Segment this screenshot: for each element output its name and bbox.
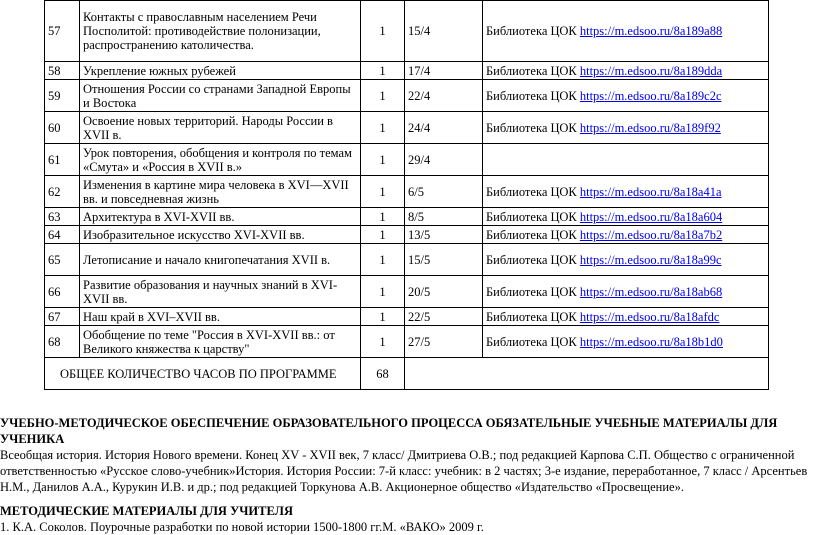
row-date: 22/4 xyxy=(405,80,483,112)
row-number: 61 xyxy=(45,144,80,176)
total-label: ОБЩЕЕ КОЛИЧЕСТВО ЧАСОВ ПО ПРОГРАММЕ xyxy=(45,358,361,390)
total-empty-cell xyxy=(405,358,769,390)
library-label: Библиотека ЦОК xyxy=(486,24,577,38)
table-row xyxy=(45,62,769,80)
row-resource xyxy=(483,62,769,80)
row-resource xyxy=(483,208,769,226)
row-resource xyxy=(483,112,769,144)
row-topic: Летописание и начало книгопечатания XVII в. xyxy=(80,244,361,276)
resource-link[interactable]: https://m.edsoo.ru/8a189c2c xyxy=(579,88,722,103)
row-topic: Освоение новых территорий. Народы России в XVII в. xyxy=(80,112,361,144)
table-row xyxy=(45,208,769,226)
row-hours: 1 xyxy=(361,244,405,276)
resource-link[interactable]: https://m.edsoo.ru/8a189a88 xyxy=(579,24,723,38)
teacher-materials-section xyxy=(0,503,812,535)
table-row xyxy=(45,308,769,326)
row-hours: 1 xyxy=(361,80,405,112)
row-topic: Развитие образования и научных знаний в XVI-XVII вв. xyxy=(80,276,361,308)
row-number: 66 xyxy=(45,276,80,308)
row-topic: Урок повторения, обобщения и контроля по темам «Смута» и «Россия в XVII в.» xyxy=(80,144,361,176)
table-row xyxy=(45,326,769,358)
table-row xyxy=(45,1,769,62)
row-number: 58 xyxy=(45,62,80,80)
row-resource xyxy=(483,80,769,112)
row-resource xyxy=(483,326,769,358)
row-number: 57 xyxy=(45,1,80,62)
table-row xyxy=(45,244,769,276)
resource-link[interactable]: https://m.edsoo.ru/8a18b1d0 xyxy=(579,334,723,349)
row-resource xyxy=(483,1,769,62)
row-topic: Наш край в XVI–XVII вв. xyxy=(80,308,361,326)
row-topic: Обобщение по теме "Россия в XVI-XVII вв.: от Великого княжества к царству" xyxy=(80,326,361,358)
library-label: Библиотека ЦОК xyxy=(486,88,577,103)
row-number: 68 xyxy=(45,326,80,358)
row-hours: 1 xyxy=(361,208,405,226)
library-label: Библиотека ЦОК xyxy=(486,334,577,349)
row-hours: 1 xyxy=(361,144,405,176)
library-label: Библиотека ЦОК xyxy=(486,309,577,324)
library-label: Библиотека ЦОК xyxy=(486,184,577,199)
table-row xyxy=(45,276,769,308)
row-resource xyxy=(483,176,769,208)
required-materials-section xyxy=(0,415,812,495)
row-number: 64 xyxy=(45,226,80,244)
row-topic: Архитектура в XVI-XVII вв. xyxy=(80,208,361,226)
row-hours: 1 xyxy=(361,308,405,326)
row-hours: 1 xyxy=(361,112,405,144)
table-row xyxy=(45,144,769,176)
row-hours: 1 xyxy=(361,62,405,80)
row-date: 22/5 xyxy=(405,308,483,326)
row-number: 63 xyxy=(45,208,80,226)
row-topic: Изобразительное искусство XVI-XVII вв. xyxy=(80,226,361,244)
row-topic: Контакты с православным населением Речи Посполитой: противодействие полонизации, распространению католичества. xyxy=(80,1,361,62)
row-resource xyxy=(483,144,769,176)
row-date: 29/4 xyxy=(405,144,483,176)
row-date: 15/5 xyxy=(405,244,483,276)
row-number: 62 xyxy=(45,176,80,208)
row-date: 27/5 xyxy=(405,326,483,358)
resource-link[interactable]: https://m.edsoo.ru/8a18a7b2 xyxy=(579,227,723,242)
resource-link[interactable]: https://m.edsoo.ru/8a18a604 xyxy=(579,209,723,224)
resource-link[interactable]: https://m.edsoo.ru/8a18ab68 xyxy=(579,284,723,299)
total-row xyxy=(45,358,769,390)
library-label: Библиотека ЦОК xyxy=(486,120,577,135)
table-row xyxy=(45,176,769,208)
table-row xyxy=(45,226,769,244)
library-label: Библиотека ЦОК xyxy=(486,284,577,299)
row-number: 67 xyxy=(45,308,80,326)
row-hours: 1 xyxy=(361,276,405,308)
row-number: 59 xyxy=(45,80,80,112)
library-label: Библиотека ЦОК xyxy=(486,252,577,267)
resource-link[interactable]: https://m.edsoo.ru/8a189dda xyxy=(579,63,723,78)
lesson-table xyxy=(44,0,769,390)
resource-link[interactable]: https://m.edsoo.ru/8a18a41a xyxy=(579,184,722,199)
section-title: МЕТОДИЧЕСКИЕ МАТЕРИАЛЫ ДЛЯ УЧИТЕЛЯ xyxy=(0,504,294,518)
row-hours: 1 xyxy=(361,226,405,244)
list-item: 1. К.А. Соколов. Поурочные разработки по новой истории 1500-1800 гг.М. «ВАКО» 2009 г. xyxy=(0,520,484,534)
resource-link[interactable]: https://m.edsoo.ru/8a18a99c xyxy=(579,252,722,267)
row-topic: Изменения в картине мира человека в XVI—XVII вв. и повседневная жизнь xyxy=(80,176,361,208)
row-resource xyxy=(483,226,769,244)
table-row xyxy=(45,112,769,144)
row-resource xyxy=(483,244,769,276)
resource-link[interactable]: https://m.edsoo.ru/8a18afdc xyxy=(579,309,720,324)
row-number: 65 xyxy=(45,244,80,276)
row-number: 60 xyxy=(45,112,80,144)
row-date: 20/5 xyxy=(405,276,483,308)
library-label: Библиотека ЦОК xyxy=(486,209,577,224)
section-text: Всеобщая история. История Нового времени. Конец XV - XVII век, 7 класс/ Дмитриева О.В.; под редакцией Карпова С.П. Общество с ограниченной ответственностью «Русское слово-учебник»История. История России: 7-й класс: учебник: в 2 частях; 3-е издание, переработанное, 7 класс / Арсентьев Н.М., Данилов А.А., Курукин И.В. и др.; под редакцией Торкунова А.В. Акционерное общество «Издательство «Просвещение». xyxy=(0,448,808,494)
row-topic: Отношения России со странами Западной Европы и Востока xyxy=(80,80,361,112)
library-label: Библиотека ЦОК xyxy=(486,63,577,78)
table-row xyxy=(45,80,769,112)
row-resource xyxy=(483,276,769,308)
library-label: Библиотека ЦОК xyxy=(486,227,577,242)
row-hours: 1 xyxy=(361,1,405,62)
section-title: УЧЕБНО-МЕТОДИЧЕСКОЕ ОБЕСПЕЧЕНИЕ ОБРАЗОВАТЕЛЬНОГО ПРОЦЕССА ОБЯЗАТЕЛЬНЫЕ УЧЕБНЫЕ МАТЕРИАЛЫ ДЛЯ УЧЕНИКА xyxy=(0,416,778,446)
row-date: 15/4 xyxy=(405,1,483,62)
row-hours: 1 xyxy=(361,326,405,358)
row-date: 17/4 xyxy=(405,62,483,80)
total-hours: 68 xyxy=(361,358,405,390)
resource-link[interactable]: https://m.edsoo.ru/8a189f92 xyxy=(579,120,721,135)
row-topic: Укрепление южных рубежей xyxy=(80,62,361,80)
row-date: 24/4 xyxy=(405,112,483,144)
row-hours: 1 xyxy=(361,176,405,208)
row-resource xyxy=(483,308,769,326)
row-date: 13/5 xyxy=(405,226,483,244)
row-date: 8/5 xyxy=(405,208,483,226)
row-date: 6/5 xyxy=(405,176,483,208)
